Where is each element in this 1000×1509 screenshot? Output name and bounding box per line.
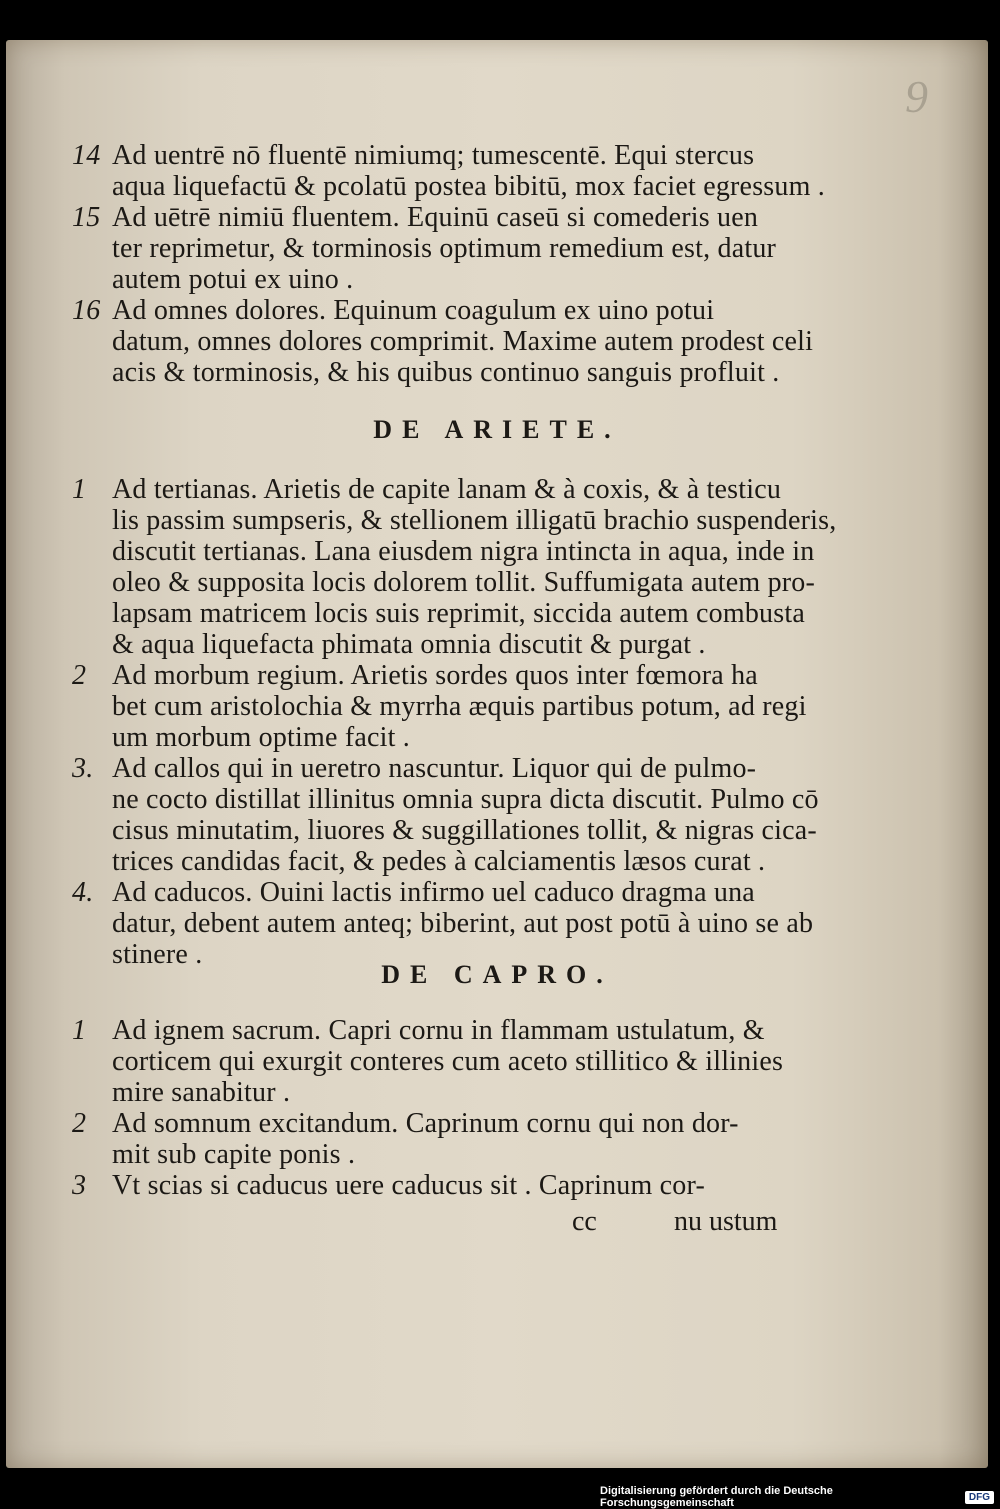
text-line (72, 536, 815, 568)
text-line (72, 171, 825, 203)
footer-bar (600, 1486, 1000, 1508)
funding-credit: Digitalisierung gefördert durch die Deutsche Forschungsgemeinschaft (600, 1485, 833, 1509)
text-line (72, 1170, 812, 1202)
entry-number: 14 (72, 140, 101, 171)
dfg-logo-icon: DFG (965, 1491, 994, 1504)
entry-number: 16 (72, 295, 101, 326)
text-line (72, 505, 837, 537)
entry-number: 1 (72, 1015, 87, 1046)
text-line (72, 753, 812, 785)
text-line (72, 815, 817, 847)
line-text: Ad morbum regium. Arietis sordes quos inter fœmora ha (112, 660, 758, 691)
text-line (72, 691, 812, 723)
line-text: Ad tertianas. Arietis de capite lanam & à coxis, & à testicu (112, 474, 782, 505)
line-text: ter reprimetur, & torminosis optimum remedium est, datur (112, 233, 777, 264)
line-text: um morbum optime facit . (112, 722, 410, 753)
entry-number: 3. (72, 753, 94, 784)
entry-number: 3 (72, 1170, 87, 1201)
line-text: mire sanabitur . (112, 1077, 291, 1108)
text-line (72, 264, 812, 296)
text-line (72, 233, 812, 265)
text-line (72, 1108, 812, 1140)
text-line (72, 357, 812, 389)
entry-number: 15 (72, 202, 101, 233)
entry-number: 1 (72, 474, 87, 505)
line-text: oleo & supposita locis dolorem tollit. Suffumigata autem pro- (112, 567, 816, 598)
signature-mark: cc (572, 1206, 597, 1237)
text-line (72, 908, 812, 940)
line-text: datum, omnes dolores comprimit. Maxime autem prodest celi (112, 326, 814, 357)
catchword: nu ustum (674, 1206, 778, 1237)
text-line (72, 1046, 812, 1078)
text-line (72, 1077, 812, 1109)
entry-number: 2 (72, 660, 87, 691)
text-line (72, 140, 812, 172)
line-text: bet cum aristolochia & myrrha æquis partibus potum, ad regi (112, 691, 807, 722)
text-line (72, 629, 812, 661)
book-page (6, 40, 988, 1468)
line-text: Ad ignem sacrum. Capri cornu in flammam ustulatum, & (112, 1015, 765, 1046)
line-text: aqua liquefactū & pcolatū postea bibitū, mox faciet egressum . (112, 171, 825, 202)
line-text: Ad somnum excitandum. Caprinum cornu qui non dor- (112, 1108, 739, 1139)
text-line (72, 846, 812, 878)
line-text: autem potui ex uino . (112, 264, 354, 295)
line-text: cisus minutatim, liuores & suggillationes tollit, & nigras cica- (112, 815, 817, 846)
text-line (72, 295, 812, 327)
line-text: lis passim sumpseris, & stellionem illigatū brachio suspenderis, (112, 505, 837, 536)
line-text: datur, debent autem anteq; biberint, aut post potū à uino se ab (112, 908, 814, 939)
line-text: Ad callos qui in uеretro nascuntur. Liquor qui de pulmo- (112, 753, 757, 784)
text-line (72, 567, 816, 599)
text-line (72, 1139, 812, 1171)
text-line (72, 722, 812, 754)
line-text: trices candidas facit, & pedes à calciamentis læsos curat . (112, 846, 766, 877)
entry-number: 4. (72, 877, 94, 908)
line-text: Ad uētrē nimiū fluentem. Equinū caseū si comederis uen (112, 202, 759, 233)
folio-number: 9 (905, 71, 928, 122)
line-text: ne cocto distillat illinitus omnia supra dicta discutit. Pulmo cō (112, 784, 819, 815)
line-text: & aqua liquefacta phimata omnia discutit & purgat . (112, 629, 706, 660)
text-line (72, 784, 819, 816)
line-text: lapsam matricem locis suis reprimit, siccida autem combusta (112, 598, 805, 629)
entry-number: 2 (72, 1108, 87, 1139)
text-line (72, 877, 812, 909)
line-text: acis & torminosis, & his quibus continuo sanguis profluit . (112, 357, 780, 388)
line-text: corticem qui exurgit conteres cum aceto stillitico & illinies (112, 1046, 784, 1077)
text-line (72, 202, 812, 234)
text-line (72, 598, 812, 630)
line-text: Ad uentrē nō fluentē nimiumq; tumescentē. Equi stercus (112, 140, 755, 171)
line-text: mit sub capite ponis . (112, 1139, 356, 1170)
text-line (72, 660, 812, 692)
text-line (72, 326, 812, 358)
line-text: Ad caducos. Ouini lactis infirmo uel caduco dragma una (112, 877, 755, 908)
line-text: stinere . (112, 939, 203, 970)
section-heading-ariete: DE ARIETE. (373, 415, 621, 444)
line-text: Vt scias si caducus uere caducus sit . Caprinum cor- (112, 1170, 705, 1201)
section-heading-capro: DE CAPRO. (381, 960, 613, 989)
line-text: discutit tertianas. Lana eiusdem nigra intincta in aqua, inde in (112, 536, 815, 567)
text-line (72, 474, 812, 506)
text-line (72, 1015, 812, 1047)
line-text: Ad omnes dolores. Equinum coagulum ex uino potui (112, 295, 715, 326)
